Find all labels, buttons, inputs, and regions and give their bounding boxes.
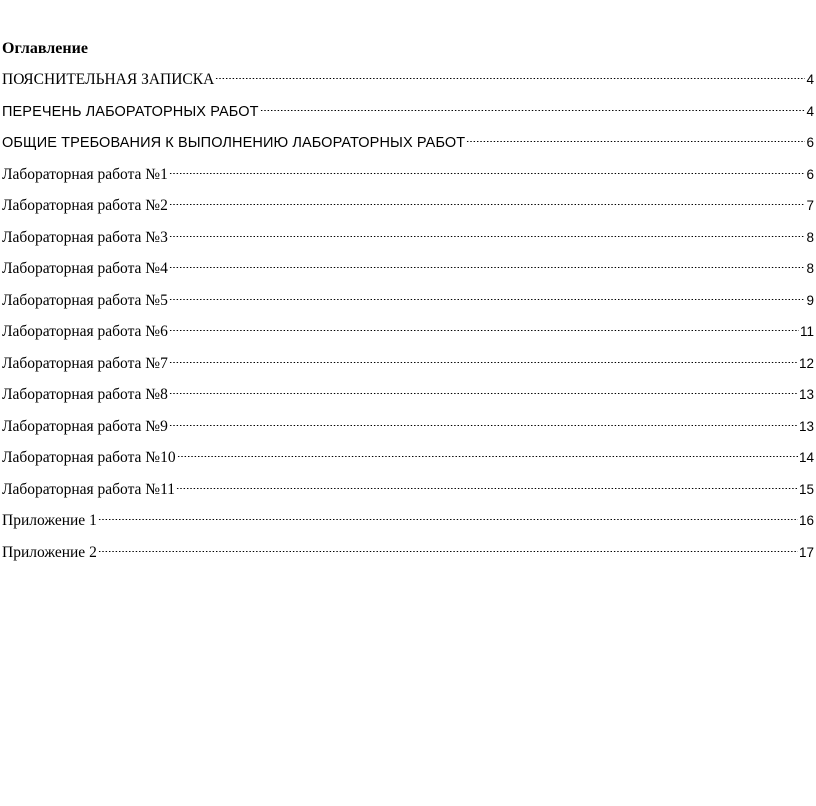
toc-entry-page-number: 13 bbox=[798, 418, 814, 434]
toc-entry[interactable] bbox=[2, 316, 814, 341]
toc-dot-leader bbox=[169, 159, 806, 179]
toc-entry[interactable] bbox=[2, 474, 814, 498]
toc-entry-text: Лабораторная работа №3 bbox=[2, 228, 168, 246]
toc-entry-page-number: 6 bbox=[806, 166, 814, 182]
toc-entry-text: Лабораторная работа №9 bbox=[2, 417, 168, 435]
toc-entry-text: Лабораторная работа №8 bbox=[2, 386, 168, 404]
toc-entry-page-number: 4 bbox=[806, 103, 814, 119]
toc-entry[interactable] bbox=[2, 159, 814, 183]
toc-dot-leader bbox=[169, 222, 806, 242]
toc-entry[interactable] bbox=[2, 537, 814, 561]
toc-entry-page-number: 16 bbox=[798, 513, 814, 529]
toc-entry-text: Лабораторная работа №11 bbox=[2, 480, 175, 498]
toc-entry-text: ПЕРЕЧЕНЬ ЛАБОРАТОРНЫХ РАБОТ bbox=[2, 103, 259, 120]
toc-entry-page-number: 14 bbox=[798, 450, 814, 466]
toc-entry-page-number: 9 bbox=[806, 292, 814, 308]
toc-entry-text: Лабораторная работа №5 bbox=[2, 291, 168, 309]
toc-dot-leader bbox=[169, 190, 806, 210]
toc-dot-leader bbox=[169, 379, 798, 399]
toc-dot-leader bbox=[169, 348, 798, 368]
toc-entry-text: Лабораторная работа №1 bbox=[2, 165, 168, 183]
toc-entry-text: Приложение 1 bbox=[2, 512, 97, 530]
toc-entry[interactable] bbox=[2, 411, 814, 435]
toc-entry[interactable] bbox=[2, 348, 814, 372]
toc-entry[interactable] bbox=[2, 64, 814, 88]
toc-entry-page-number: 8 bbox=[806, 229, 814, 245]
toc-title: Оглавление bbox=[2, 40, 88, 57]
toc-entry[interactable] bbox=[2, 222, 814, 246]
toc-entry-text: Лабораторная работа №6 bbox=[2, 323, 168, 341]
toc-dot-leader bbox=[169, 316, 799, 336]
toc-entry-text: Лабораторная работа №10 bbox=[2, 449, 176, 467]
toc-entry[interactable] bbox=[2, 379, 814, 404]
toc-dot-leader bbox=[176, 474, 798, 494]
toc-dot-leader bbox=[177, 442, 798, 462]
toc-dot-leader bbox=[260, 96, 806, 116]
toc-entry-page-number: 17 bbox=[798, 544, 814, 560]
toc-entry-page-number: 7 bbox=[806, 198, 814, 214]
toc-entry-page-number: 12 bbox=[798, 355, 814, 371]
toc-entry[interactable] bbox=[2, 442, 814, 467]
toc-dot-leader bbox=[98, 505, 798, 525]
toc-entry-text: ПОЯСНИТЕЛЬНАЯ ЗАПИСКА bbox=[2, 71, 215, 88]
toc-dot-leader bbox=[169, 253, 806, 273]
toc-dot-leader bbox=[215, 64, 805, 84]
toc-entry-page-number: 4 bbox=[806, 72, 814, 87]
toc-entry-text: Лабораторная работа №4 bbox=[2, 260, 168, 278]
toc-entry[interactable] bbox=[2, 96, 814, 120]
toc-entry-page-number: 15 bbox=[798, 481, 814, 497]
toc-entry-page-number: 13 bbox=[798, 387, 814, 403]
toc-entry-text: Лабораторная работа №7 bbox=[2, 354, 168, 372]
toc-entry[interactable] bbox=[2, 190, 814, 215]
toc-dot-leader bbox=[169, 411, 798, 431]
toc-entry-text: Лабораторная работа №2 bbox=[2, 197, 168, 215]
toc-dot-leader bbox=[98, 537, 798, 557]
toc-entry[interactable] bbox=[2, 127, 814, 152]
toc-entry[interactable] bbox=[2, 253, 814, 278]
toc-entry[interactable] bbox=[2, 505, 814, 530]
toc-entry-page-number: 8 bbox=[806, 261, 814, 277]
toc-entry-text: ОБЩИЕ ТРЕБОВАНИЯ К ВЫПОЛНЕНИЮ ЛАБОРАТОРНЫХ РАБОТ bbox=[2, 135, 466, 152]
toc-dot-leader bbox=[169, 285, 806, 305]
toc-entry-page-number: 11 bbox=[799, 324, 814, 340]
toc-entry-page-number: 6 bbox=[806, 135, 814, 151]
toc-entry-text: Приложение 2 bbox=[2, 543, 97, 561]
toc-entry[interactable] bbox=[2, 285, 814, 309]
toc-list bbox=[2, 64, 814, 561]
toc-dot-leader bbox=[466, 127, 805, 147]
